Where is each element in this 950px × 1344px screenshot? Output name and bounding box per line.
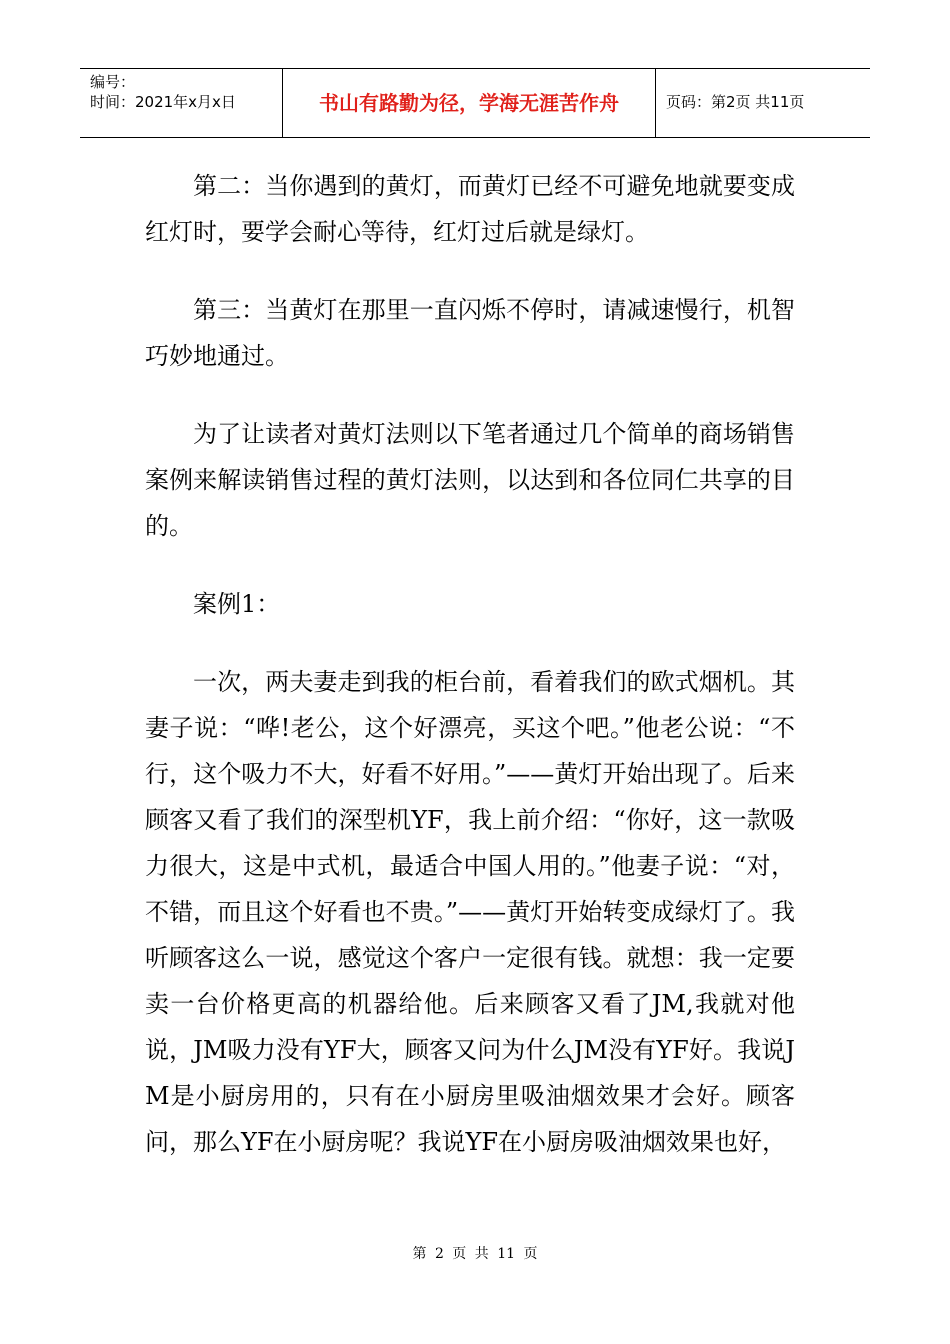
- header-motto-cell: [282, 69, 656, 137]
- case-heading: 案例1：: [193, 590, 281, 618]
- header-meta-cell: [80, 69, 282, 137]
- header-motto: 书山有路勤为径，学海无涯苦作舟: [319, 91, 619, 115]
- document-number-label: 编号：: [90, 73, 136, 91]
- document-body: [145, 163, 795, 1197]
- header-page-info: 页码：第2页 共11页: [666, 93, 805, 111]
- document-date: 时间：2021年x月x日: [90, 93, 236, 111]
- paragraph-intro: 为了让读者对黄灯法则以下笔者通过几个简单的商场销售案例来解读销售过程的黄灯法则，以达到和各位同仁共享的目的。: [145, 420, 795, 540]
- paragraph-case-one: 一次，两夫妻走到我的柜台前，看着我们的欧式烟机。其妻子说：“哗!老公，这个好漂亮，买这个吧。”他老公说：“不行，这个吸力不大，好看不好用。”——黄灯开始出现了。后来顾客又看了我们的深型机YF，我上前介绍：“你好，这一款吸力很大，这是中式机，最适合中国人用的。”他妻子说：“对，不错，而且这个好看也不贵。”——黄灯开始转变成绿灯了。我听顾客这么一说，感觉这个客户一定很有钱。就想：我一定要卖一台价格更高的机器给他。后来顾客又看了JM,我就对他说，JM吸力没有YF大，顾客又问为什么JM没有YF好。我说JM是小厨房用的，只有在小厨房里吸油烟效果才会好。顾客问，那么YF在小厨房呢？我说YF在小厨房吸油烟效果也好，: [145, 668, 795, 1156]
- page-footer: 第 2 页 共 11 页: [412, 1246, 538, 1262]
- paragraph-rule-two: 第二：当你遇到的黄灯，而黄灯已经不可避免地就要变成红灯时，要学会耐心等待，红灯过后就是绿灯。: [145, 172, 795, 246]
- paragraph-rule-three: 第三：当黄灯在那里一直闪烁不停时，请减速慢行，机智巧妙地通过。: [145, 296, 795, 370]
- header-page-cell: [656, 69, 870, 137]
- document-header: [80, 68, 870, 138]
